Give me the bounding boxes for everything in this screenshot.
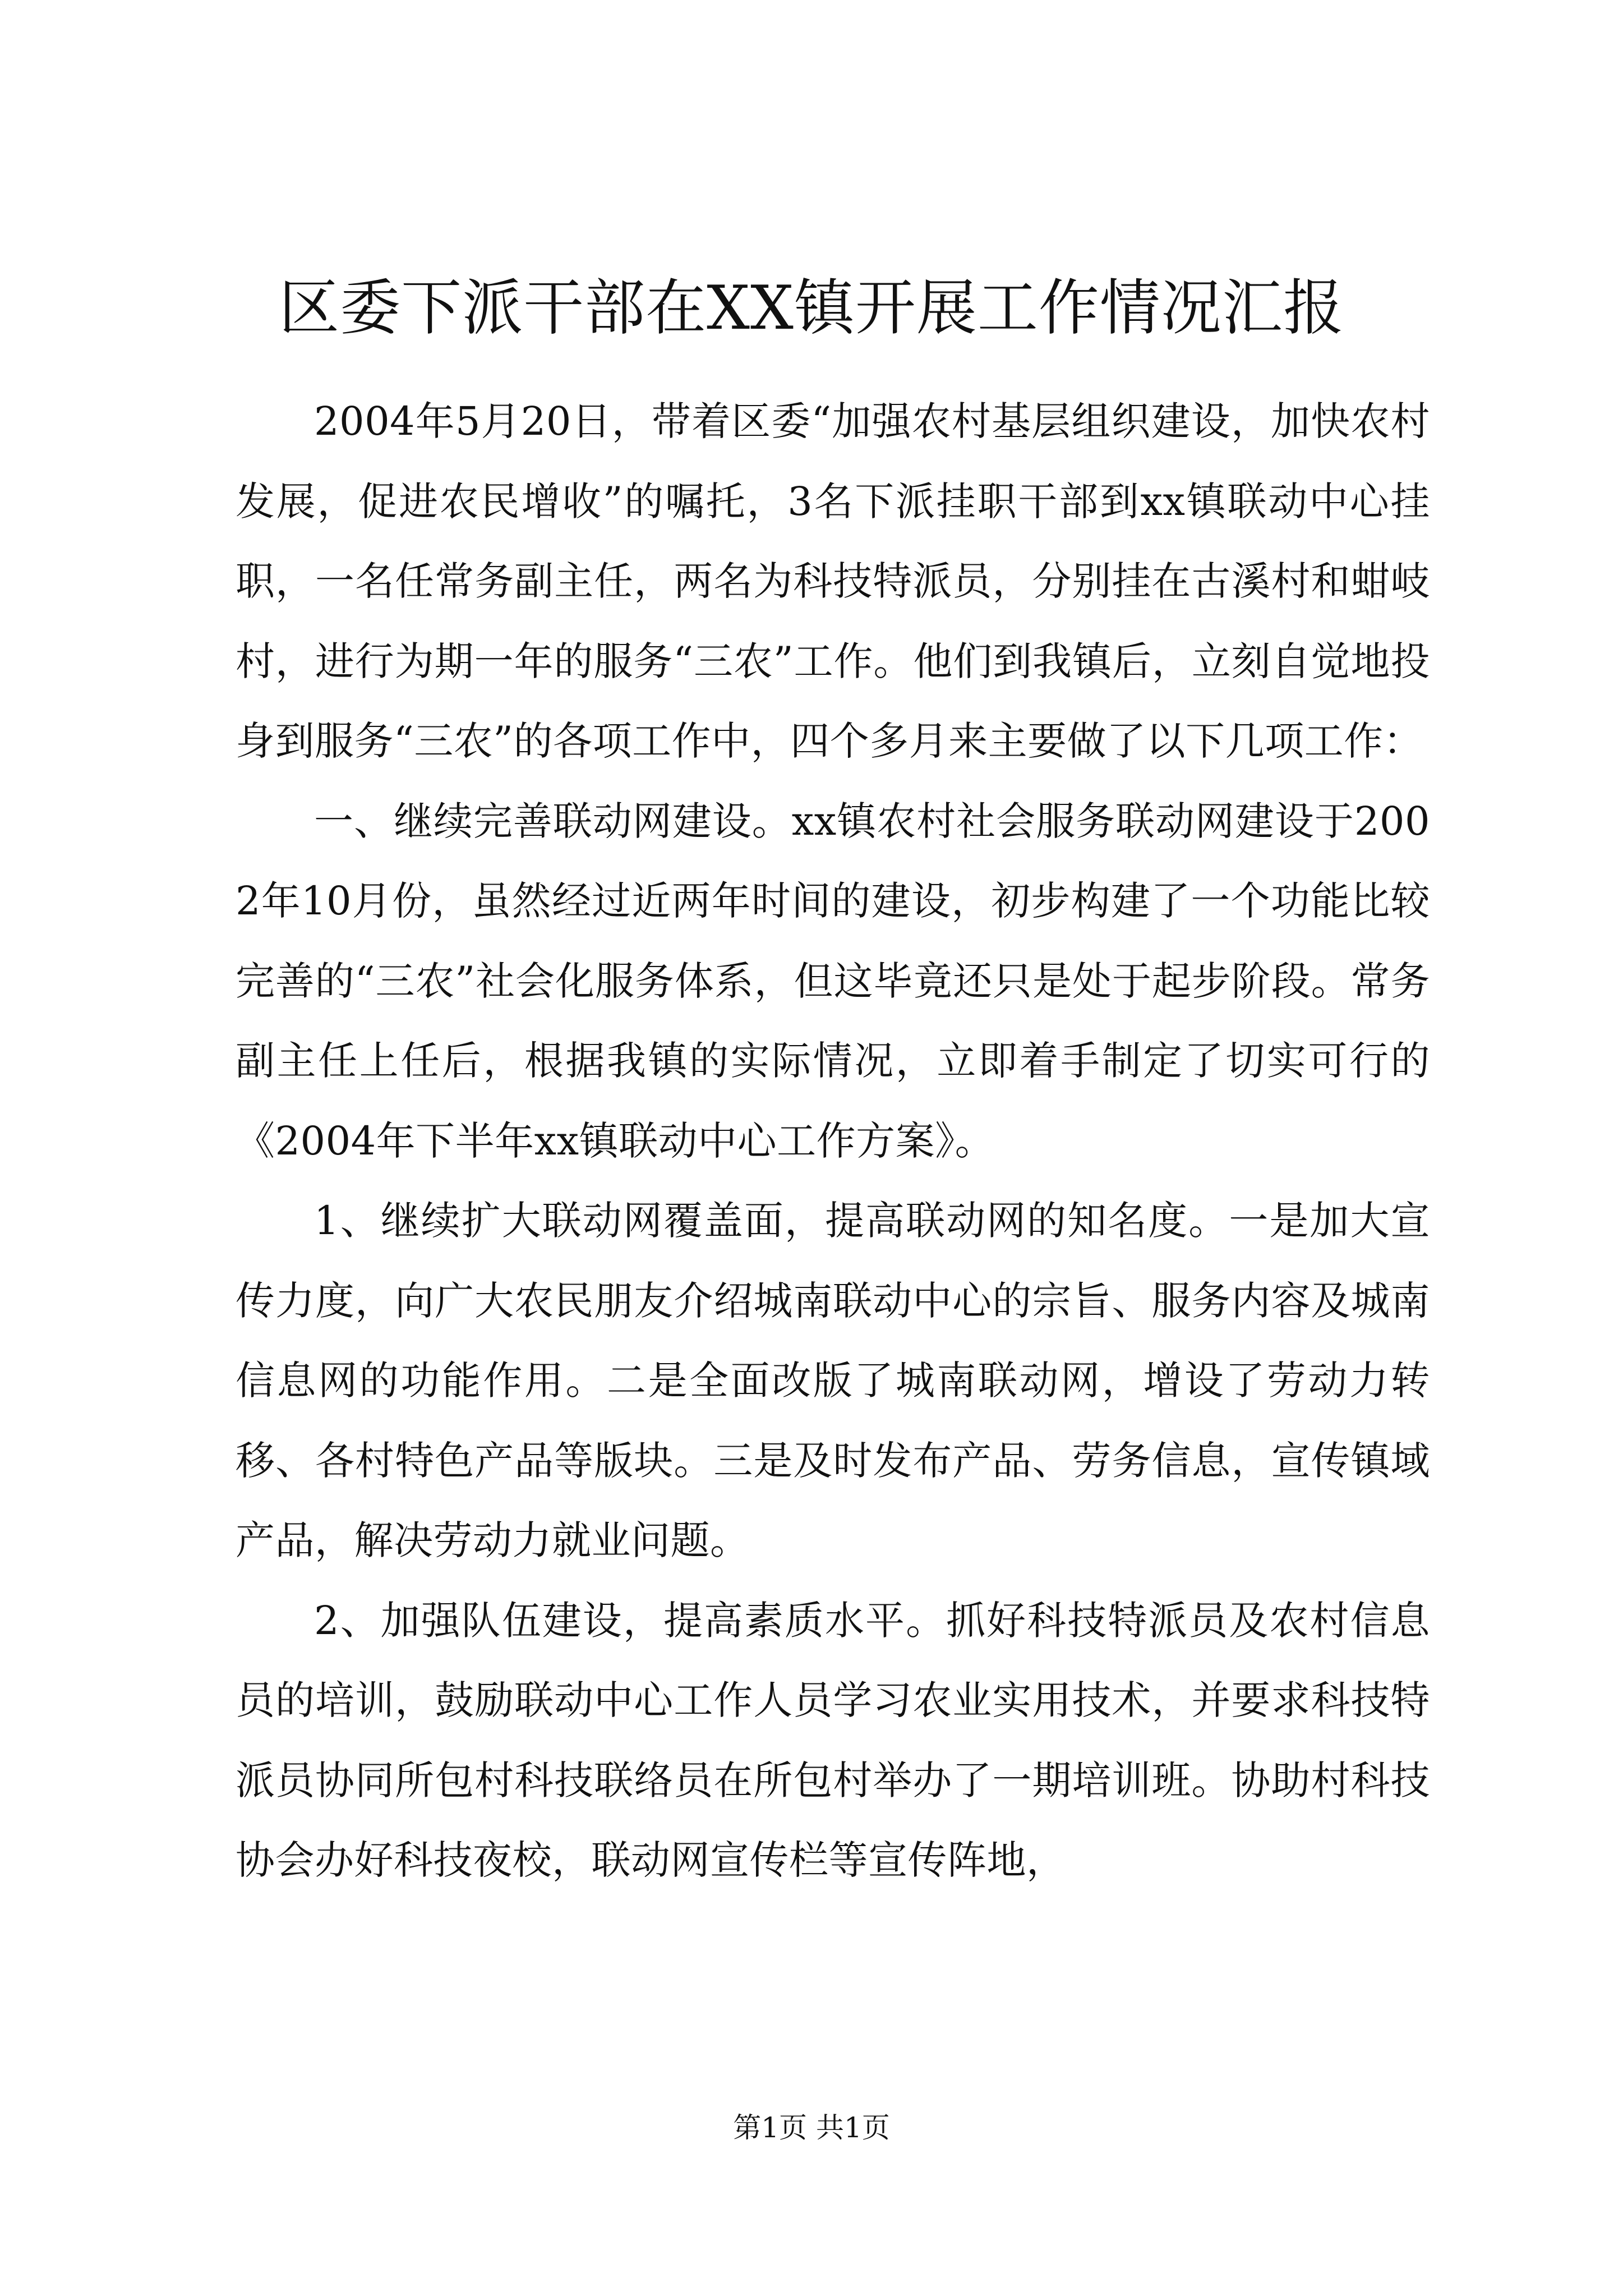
page-footer: 第1页 共1页 [733,2111,890,2144]
document-body [236,381,1430,1901]
paragraph-item-one: 1、继续扩大联动网覆盖面，提高联动网的知名度。一是加大宣传力度，向广大农民朋友介绍城南联动中心的宗旨、服务内容及城南信息网的功能作用。二是全面改版了城南联动网，增设了劳动力转移、各村特色产品等版块。三是及时发布产品、劳务信息，宣传镇域产品，解决劳动力就业问题。 [236,1198,1430,1563]
paragraph-section-one: 一、继续完善联动网建设。xx镇农村社会服务联动网建设于2002年10月份，虽然经过近两年时间的建设，初步构建了一个功能比较完善的“三农”社会化服务体系，但这毕竟还只是处于起步阶段。常务副主任上任后，根据我镇的实际情况，立即着手制定了切实可行的《2004年下半年xx镇联动中心工作方案》。 [236,798,1430,1164]
paragraph-item-two: 2、加强队伍建设，提高素质水平。抓好科技特派员及农村信息员的培训，鼓励联动中心工作人员学习农业实用技术，并要求科技特派员协同所包村科技联络员在所包村举办了一期培训班。协助村科技协会办好科技夜校，联动网宣传栏等宣传阵地， [236,1597,1430,1883]
document-title: 区委下派干部在XX镇开展工作情况汇报 [279,273,1344,343]
paragraph-intro: 2004年5月20日，带着区委“加强农村基层组织建设，加快农村发展，促进农民增收”的嘱托，3名下派挂职干部到xx镇联动中心挂职，一名任常务副主任，两名为科技特派员，分别挂在古溪村和蚶岐村，进行为期一年的服务“三农”工作。他们到我镇后，立刻自觉地投身到服务“三农”的各项工作中，四个多月来主要做了以下几项工作： [236,398,1430,764]
